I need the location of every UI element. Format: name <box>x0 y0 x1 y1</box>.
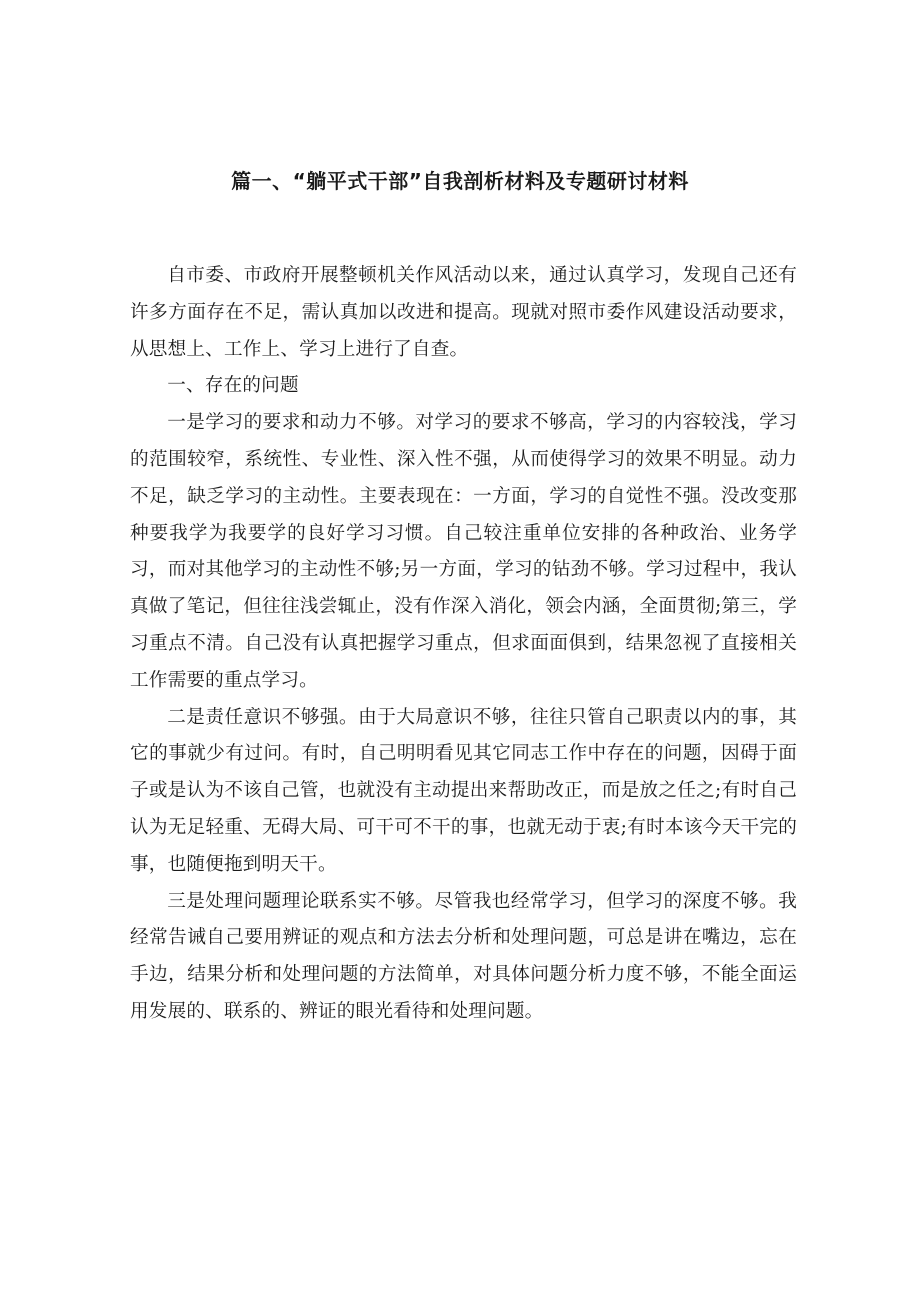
problem-paragraph-2: 二是责任意识不够强。由于大局意识不够，往往只管自己职责以内的事，其它的事就少有过问。有时，自己明明看见其它同志工作中存在的问题，因碍于面子或是认为不该自己管，也就没有主动提出来帮助改正，而是放之任之;有时自己认为无足轻重、无碍大局、可干可不干的事，也就无动于衷;有时本该今天干完的事，也随便拖到明天干。 <box>130 706 797 875</box>
document-title: 篇一、“躺平式干部”自我剖析材料及专题研讨材料 <box>231 169 689 193</box>
problem-paragraph-3: 三是处理问题理论联系实不够。尽管我也经常学习，但学习的深度不够。我经常告诫自己要用辨证的观点和方法去分析和处理问题，可总是讲在嘴边，忘在手边，结果分析和处理问题的方法简单，对具体问题分析力度不够，不能全面运用发展的、联系的、辨证的眼光看待和处理问题。 <box>130 890 797 1022</box>
document-body <box>130 258 797 1031</box>
section-heading: 一、存在的问题 <box>167 375 299 397</box>
intro-paragraph: 自市委、市政府开展整顿机关作风活动以来，通过认真学习，发现自己还有许多方面存在不足，需认真加以改进和提高。现就对照市委作风建设活动要求，从思想上、工作上、学习上进行了自查。 <box>130 265 797 360</box>
problem-paragraph-1: 一是学习的要求和动力不够。对学习的要求不够高，学习的内容较浅，学习的范围较窄，系统性、专业性、深入性不强，从而使得学习的效果不明显。动力不足，缺乏学习的主动性。主要表现在：一方面，学习的自觉性不强。没改变那种要我学为我要学的良好学习习惯。自己较注重单位安排的各种政治、业务学习，而对其他学习的主动性不够;另一方面，学习的钻劲不够。学习过程中，我认真做了笔记，但往往浅尝辄止，没有作深入消化，领会内涵，全面贯彻;第三，学习重点不清。自己没有认真把握学习重点，但求面面俱到，结果忽视了直接相关工作需要的重点学习。 <box>130 412 797 691</box>
